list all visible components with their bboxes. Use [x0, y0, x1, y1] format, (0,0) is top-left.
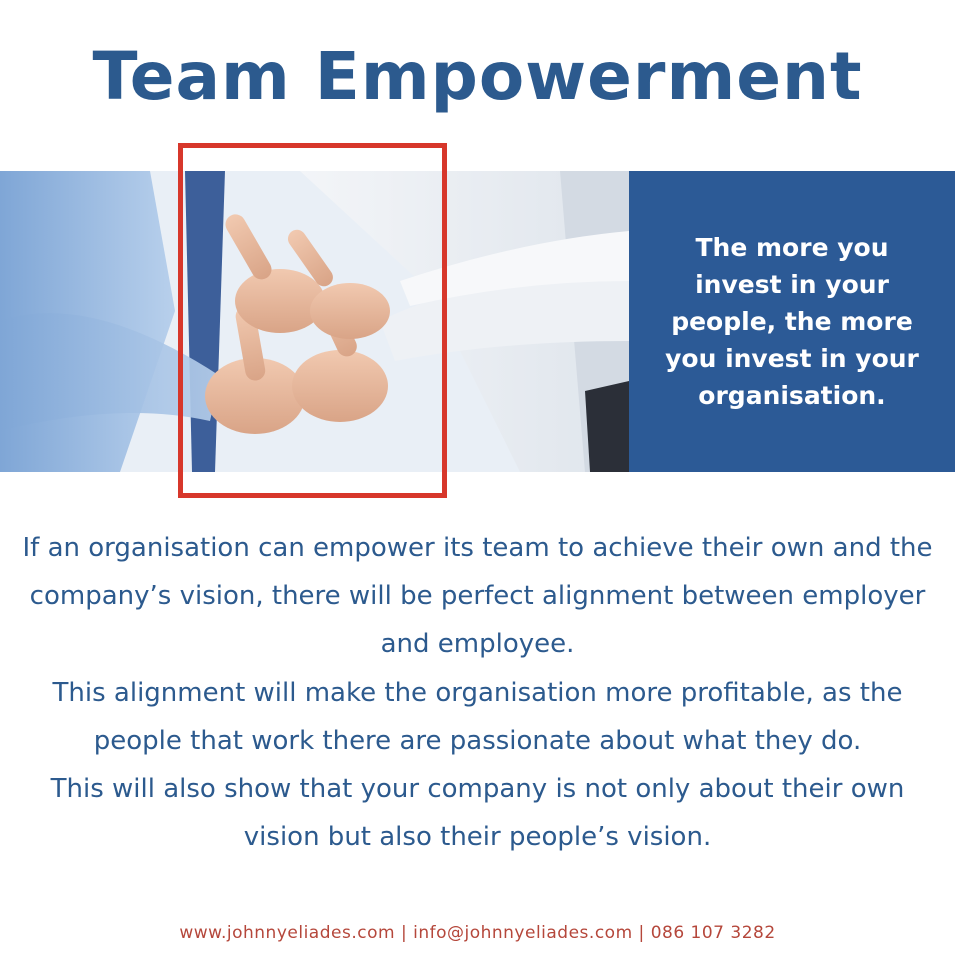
footer-separator: |	[400, 923, 408, 943]
thumbs-up-team-photo	[0, 171, 629, 472]
phone-number: 086 107 3282	[650, 923, 776, 943]
page-title: Team Empowerment	[92, 38, 863, 115]
email-link[interactable]: info@johnnyeliades.com	[413, 923, 633, 943]
body-paragraph-2: This alignment will make the organisation more profitable, as the people that work there are passionate about what they do.	[52, 677, 903, 756]
quote-panel	[629, 171, 955, 472]
footer-contact	[0, 923, 955, 943]
thumbs-up-illustration	[0, 171, 629, 472]
footer-separator: |	[638, 923, 645, 943]
quote-text: The more you invest in your people, the more you invest in your organisation.	[665, 233, 919, 410]
body-paragraph-3: This will also show that your company is not only about their own vision but also their people’s vision.	[50, 774, 905, 853]
website-link[interactable]: www.johnnyeliades.com	[179, 923, 396, 943]
body-paragraph-1: If an organisation can empower its team to achieve their own and the company’s vision, there will be perfect alignment between employer and employee.	[22, 533, 933, 660]
body-text	[20, 524, 935, 861]
